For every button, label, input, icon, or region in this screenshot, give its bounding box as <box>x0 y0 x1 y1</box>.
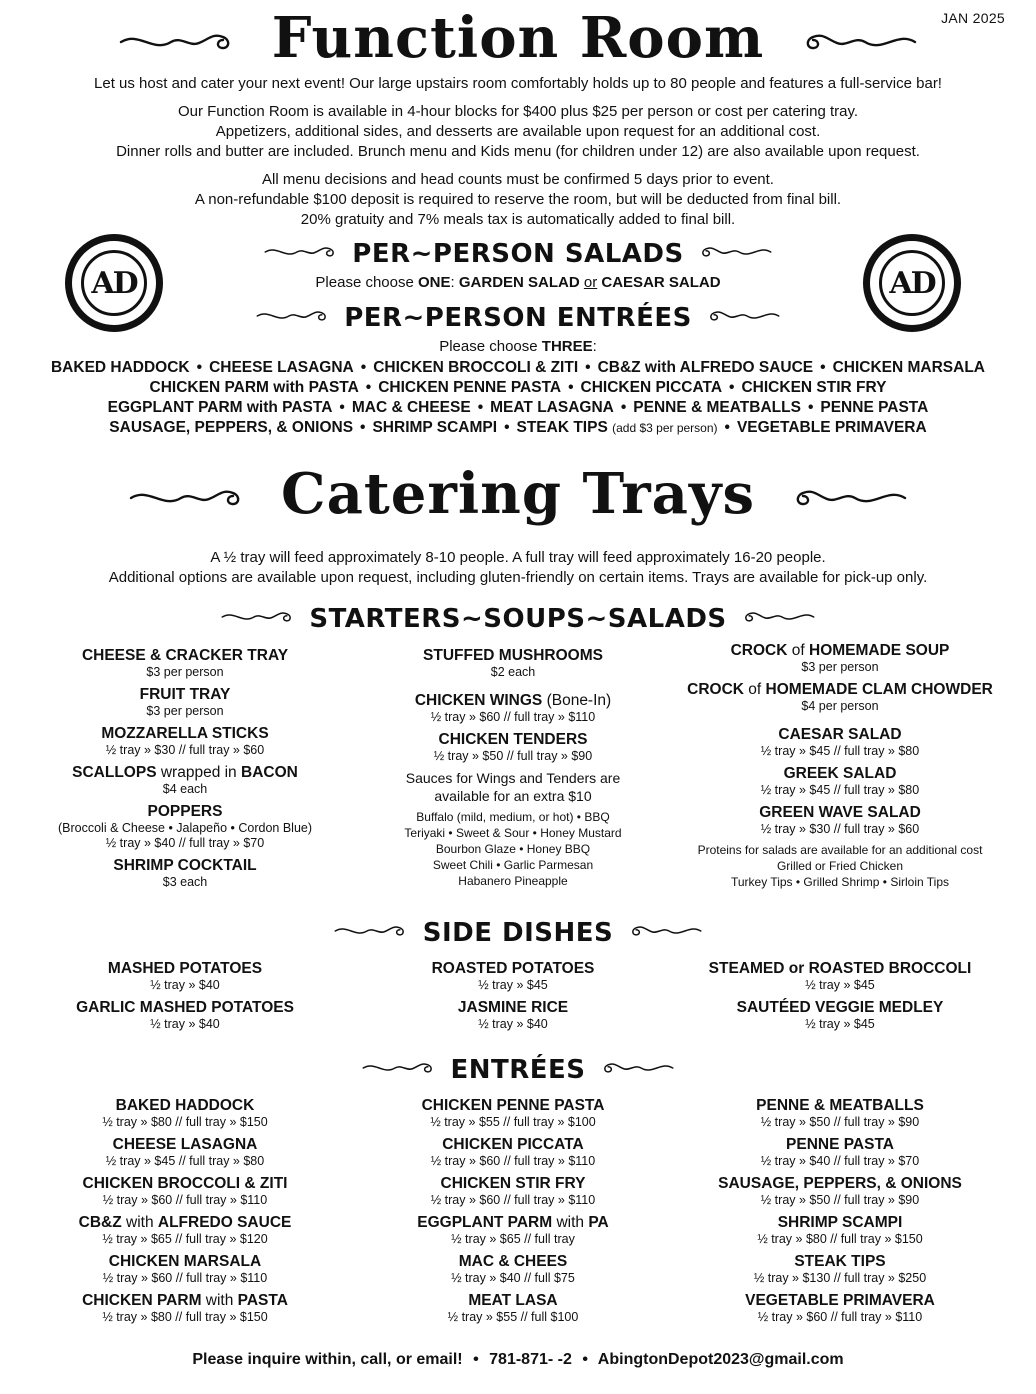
item-price: ½ tray » $40 <box>150 1017 220 1031</box>
menu-item <box>680 680 1000 714</box>
intro-line: Let us host and cater your next event! Our large upstairs room comfortably holds up to 80 people and features a full-service bar! <box>94 75 942 92</box>
intro-line: Our Function Room is available in 4-hour blocks for $400 plus $25 per person or cost per catering tray. <box>177 103 859 120</box>
item-name: VEGETABLE PRIMAVERA <box>745 1292 935 1309</box>
salads-heading-text: PER~PERSON SALADS <box>352 239 684 269</box>
item-name: CHICKEN WINGS (Bone-In) <box>414 692 612 709</box>
item-name: GARLIC MASHED POTATOES <box>76 999 294 1016</box>
bullet-separator: • <box>504 419 510 436</box>
item-name: STUFFED MUSHROOMS <box>423 647 603 664</box>
salad-option: CAESAR SALAD <box>601 274 721 291</box>
intro-line: All menu decisions and head counts must be confirmed 5 days prior to event. <box>262 171 774 188</box>
item-price: $3 per person <box>801 660 879 674</box>
item-name: PENNE & MEATBALLS <box>756 1097 924 1114</box>
date-label: JAN 2025 <box>941 10 1005 26</box>
item-name: CROCK of HOMEMADE CLAM CHOWDER <box>687 681 993 698</box>
flourish-right-icon <box>787 466 907 522</box>
entree-option: SAUSAGE, PEPPERS, & ONIONS <box>109 419 354 436</box>
footer <box>0 1351 1036 1369</box>
menu-item <box>358 1135 668 1169</box>
bullet-separator: • <box>360 419 366 436</box>
item-price: ½ tray » $80 // full tray » $150 <box>102 1310 268 1324</box>
menu-item <box>680 1135 1000 1169</box>
menu-item <box>680 1252 1000 1286</box>
menu-item <box>30 1252 340 1286</box>
item-name: CB&Z with ALFREDO SAUCE <box>78 1214 292 1231</box>
item-name: ROASTED POTATOES <box>431 960 595 977</box>
catering-line: A ½ tray will feed approximately 8-10 people. A full tray will feed approximately 16-20 people. <box>210 549 826 566</box>
catering-title <box>0 461 1036 528</box>
swirl-right-icon <box>626 921 702 945</box>
starters-col-1 <box>30 646 340 895</box>
entrees-col-2 <box>358 1096 668 1330</box>
menu-item <box>358 646 668 680</box>
bullet-separator: • <box>196 359 203 376</box>
bullet-separator: • <box>585 359 591 376</box>
item-detail: (Broccoli & Cheese • Jalapeño • Cordon Blue) <box>57 821 313 835</box>
entree-option: MEAT LASAGNA <box>490 399 614 416</box>
entree-option: CHICKEN PENNE PASTA <box>378 379 562 396</box>
menu-item <box>680 725 1000 759</box>
item-price: $2 each <box>490 665 536 679</box>
item-price: $3 each <box>162 875 208 889</box>
swirl-left-icon <box>264 242 340 266</box>
item-name: FRUIT TRAY <box>139 686 231 703</box>
item-price: ½ tray » $50 // full tray » $90 <box>760 1115 920 1129</box>
menu-item <box>358 691 668 725</box>
item-name: MOZZARELLA STICKS <box>101 725 269 742</box>
footer-inquire: Please inquire within, call, or email! <box>192 1351 463 1368</box>
entree-option: CHICKEN PARM with PASTA <box>149 379 359 396</box>
entree-option: CHICKEN BROCCOLI & ZITI <box>373 359 579 376</box>
swirl-right-icon <box>696 242 772 266</box>
intro-block-1 <box>0 74 1036 94</box>
item-price: ½ tray » $40 // full $75 <box>451 1271 575 1285</box>
menu-item <box>680 1096 1000 1130</box>
item-price: ½ tray » $80 // full tray » $150 <box>757 1232 923 1246</box>
entree-option: EGGPLANT PARM with PASTA <box>107 399 333 416</box>
flourish-left-icon <box>119 10 239 66</box>
menu-item <box>30 802 340 851</box>
menu-item <box>30 1174 340 1208</box>
entree-option: STEAK TIPS (add $3 per person) <box>516 419 718 436</box>
function-room-title <box>0 5 1036 72</box>
entrees-tray-heading-text: ENTRÉES <box>450 1055 586 1085</box>
item-price: ½ tray » $45 <box>478 978 548 992</box>
menu-item <box>30 724 340 758</box>
menu-item <box>30 856 340 890</box>
starters-col-2 <box>358 646 668 889</box>
item-name: CHEESE LASAGNA <box>112 1136 258 1153</box>
menu-item <box>358 959 668 993</box>
item-name: STEAMED or ROASTED BROCCOLI <box>708 960 972 977</box>
item-price: ½ tray » $65 // full tray <box>451 1232 575 1246</box>
item-name: CHICKEN PARM with PASTA <box>82 1292 288 1309</box>
entrees-choose: Please choose THREE: <box>439 338 597 355</box>
entree-row <box>0 398 1036 418</box>
menu-item <box>30 646 340 680</box>
item-price: ½ tray » $45 // full tray » $80 <box>105 1154 265 1168</box>
bullet-separator: • <box>820 359 826 376</box>
item-name: SCALLOPS wrapped in BACON <box>72 764 298 781</box>
item-name: SAUSAGE, PEPPERS, & ONIONS <box>718 1175 962 1192</box>
item-price: ½ tray » $45 <box>805 978 875 992</box>
item-name: CHICKEN TENDERS <box>438 731 588 748</box>
menu-item <box>680 1291 1000 1325</box>
entree-option: MAC & CHEESE <box>351 399 471 416</box>
menu-item <box>30 1291 340 1325</box>
item-price: ½ tray » $45 <box>805 1017 875 1031</box>
flourish-left-icon <box>129 466 249 522</box>
menu-item <box>30 685 340 719</box>
item-price: ½ tray » $130 // full tray » $250 <box>753 1271 927 1285</box>
sauce-line: Habanero Pineapple <box>458 874 568 888</box>
salad-option: GARDEN SALAD <box>458 274 580 291</box>
sauce-line: Teriyaki • Sweet & Sour • Honey Mustard <box>404 826 622 840</box>
bullet-separator: • <box>477 399 484 416</box>
item-price: ½ tray » $60 // full tray » $110 <box>430 1154 596 1168</box>
item-price: ½ tray » $45 // full tray » $80 <box>760 783 920 797</box>
item-price: ½ tray » $40 // full tray » $70 <box>105 836 265 850</box>
item-name: CHEESE & CRACKER TRAY <box>81 647 289 664</box>
item-name: SHRIMP SCAMPI <box>777 1214 903 1231</box>
item-name: EGGPLANT PARM with PA <box>417 1214 609 1231</box>
proteins-note: Proteins for salads are available for an additional cost <box>697 843 983 857</box>
item-price: ½ tray » $55 // full tray » $100 <box>430 1115 596 1129</box>
entree-option: CHEESE LASAGNA <box>209 359 354 376</box>
item-name: MASHED POTATOES <box>107 960 263 977</box>
swirl-left-icon <box>256 306 332 330</box>
swirl-right-icon <box>739 607 815 631</box>
item-price: ½ tray » $60 // full tray » $110 <box>430 1193 596 1207</box>
sides-heading-text: SIDE DISHES <box>422 918 614 948</box>
logo-monogram: AD <box>81 250 147 316</box>
menu-item <box>30 763 340 797</box>
item-name: CHICKEN BROCCOLI & ZITI <box>82 1175 288 1192</box>
entree-option: BAKED HADDOCK <box>50 359 190 376</box>
menu-item <box>358 730 668 764</box>
sides-col-2 <box>358 959 668 1037</box>
menu-item <box>358 1174 668 1208</box>
item-price: ½ tray » $45 // full tray » $80 <box>760 744 920 758</box>
item-price: ½ tray » $30 // full tray » $60 <box>105 743 265 757</box>
intro-block-2 <box>0 102 1036 162</box>
item-price: ½ tray » $50 // full tray » $90 <box>433 749 593 763</box>
page-title: Function Room <box>271 5 765 72</box>
menu-item <box>680 1213 1000 1247</box>
bullet-separator: • <box>339 399 345 416</box>
item-name: STEAK TIPS <box>794 1253 886 1270</box>
item-name: CHICKEN MARSALA <box>108 1253 262 1270</box>
menu-item <box>358 1096 668 1130</box>
sides-heading <box>0 920 1036 946</box>
intro-line: Appetizers, additional sides, and desserts are available upon request for an additional cost. <box>215 123 821 140</box>
menu-item <box>358 1252 668 1286</box>
footer-phone[interactable]: 781-871- -2 <box>489 1351 572 1368</box>
swirl-right-icon <box>704 306 780 330</box>
item-name: GREEN WAVE SALAD <box>759 804 921 821</box>
swirl-left-icon <box>221 607 297 631</box>
item-price: ½ tray » $65 // full tray » $120 <box>102 1232 268 1246</box>
starters-col-3 <box>680 641 1000 890</box>
menu-item <box>680 959 1000 993</box>
menu-item <box>358 1291 668 1325</box>
item-price: ½ tray » $30 // full tray » $60 <box>760 822 920 836</box>
salads-heading <box>0 241 1036 267</box>
entree-row <box>0 358 1036 378</box>
item-name: MEAT LASA <box>468 1292 558 1309</box>
choose-count: THREE <box>541 338 593 355</box>
bullet-separator: • <box>360 359 367 376</box>
item-name: POPPERS <box>147 803 223 820</box>
footer-separator: • <box>473 1351 479 1368</box>
item-price: ½ tray » $60 // full tray » $110 <box>102 1271 268 1285</box>
entree-row <box>0 378 1036 398</box>
entree-option: CHICKEN PICCATA <box>580 379 723 396</box>
item-price: $3 per person <box>146 704 224 718</box>
item-price: ½ tray » $40 <box>478 1017 548 1031</box>
item-name: CAESAR SALAD <box>778 726 902 743</box>
salads-choose: Please choose ONE: GARDEN SALAD or CAESAR SALAD <box>315 274 721 291</box>
item-price: $3 per person <box>146 665 224 679</box>
intro-block-3 <box>0 170 1036 230</box>
entrees-col-3 <box>680 1096 1000 1330</box>
item-name: CROCK of HOMEMADE SOUP <box>730 642 950 659</box>
starters-heading <box>0 606 1036 632</box>
sauce-line: Sweet Chili • Garlic Parmesan <box>432 858 594 872</box>
sides-col-3 <box>680 959 1000 1037</box>
entree-option: PENNE & MEATBALLS <box>633 399 801 416</box>
sauces-list <box>358 809 668 889</box>
sauce-line: Bourbon Glaze • Honey BBQ <box>435 842 591 856</box>
bullet-separator: • <box>724 419 730 436</box>
menu-item <box>30 1096 340 1130</box>
protein-line: Grilled or Fried Chicken <box>776 859 904 873</box>
item-name: CHICKEN STIR FRY <box>440 1175 586 1192</box>
menu-item <box>358 998 668 1032</box>
entree-option: PENNE PASTA <box>820 399 929 416</box>
per-person-entree-list <box>0 358 1036 438</box>
intro-line: 20% gratuity and 7% meals tax is automatically added to final bill. <box>300 211 736 228</box>
sides-col-1 <box>30 959 340 1037</box>
menu-item <box>30 959 340 993</box>
item-name: CHICKEN PICCATA <box>442 1136 584 1153</box>
item-price: ½ tray » $40 <box>150 978 220 992</box>
item-price: ½ tray » $40 // full tray » $70 <box>760 1154 920 1168</box>
menu-item <box>680 641 1000 675</box>
item-price: ½ tray » $80 // full tray » $150 <box>102 1115 268 1129</box>
intro-line: A non-refundable $100 deposit is required to reserve the room, but will be deducted from final bill. <box>194 191 842 208</box>
entree-row <box>0 418 1036 438</box>
or-word: or <box>583 274 598 291</box>
item-name: SHRIMP COCKTAIL <box>113 857 257 874</box>
catering-line: Additional options are available upon request, including gluten-friendly on certain items. Trays are available for pick-up only. <box>108 569 928 586</box>
menu-item <box>680 998 1000 1032</box>
choose-count: ONE <box>418 274 451 291</box>
flourish-right-icon <box>797 10 917 66</box>
entree-option: SHRIMP SCAMPI <box>372 419 498 436</box>
logo-monogram: AD <box>879 250 945 316</box>
intro-line: Dinner rolls and butter are included. Brunch menu and Kids menu (for children under 12) are also available upon request. <box>116 143 920 160</box>
entree-option: CHICKEN MARSALA <box>832 359 985 376</box>
item-price: ½ tray » $50 // full tray » $90 <box>760 1193 920 1207</box>
swirl-left-icon <box>334 921 410 945</box>
menu-item <box>680 803 1000 837</box>
item-name: JASMINE RICE <box>457 999 569 1016</box>
item-price: ½ tray » $60 // full tray » $110 <box>430 710 596 724</box>
menu-item <box>30 1135 340 1169</box>
sauces-note-line: available for an extra $10 <box>434 788 592 804</box>
entrees-heading <box>0 305 1036 331</box>
item-name: PENNE PASTA <box>786 1136 894 1153</box>
footer-email[interactable]: AbingtonDepot2023@gmail.com <box>597 1351 844 1368</box>
protein-line: Turkey Tips • Grilled Shrimp • Sirloin Tips <box>730 875 949 889</box>
bullet-separator: • <box>568 379 574 396</box>
bullet-separator: • <box>365 379 372 396</box>
bullet-separator: • <box>620 399 627 416</box>
catering-title-text: Catering Trays <box>281 461 755 528</box>
item-price: $4 each <box>162 782 208 796</box>
item-name: CHICKEN PENNE PASTA <box>421 1097 605 1114</box>
menu-item <box>30 1213 340 1247</box>
sauce-line: Buffalo (mild, medium, or hot) • BBQ <box>416 810 610 824</box>
footer-separator: • <box>582 1351 588 1368</box>
starters-heading-text: STARTERS~SOUPS~SALADS <box>309 604 727 634</box>
sauces-note-line: Sauces for Wings and Tenders are <box>405 770 621 786</box>
swirl-right-icon <box>598 1058 674 1082</box>
entree-option: VEGETABLE PRIMAVERA <box>736 419 927 436</box>
steak-note: (add $3 per person) <box>612 421 718 435</box>
item-name: MAC & CHEES <box>458 1253 568 1270</box>
bullet-separator: • <box>807 399 814 416</box>
item-name: BAKED HADDOCK <box>115 1097 255 1114</box>
entree-option: CB&Z with ALFREDO SAUCE <box>597 359 814 376</box>
menu-item <box>680 1174 1000 1208</box>
bullet-separator: • <box>729 379 735 396</box>
menu-item <box>680 764 1000 798</box>
entree-option: CHICKEN STIR FRY <box>741 379 887 396</box>
item-name: SAUTÉED VEGGIE MEDLEY <box>736 999 944 1016</box>
menu-item <box>358 1213 668 1247</box>
entrees-col-1 <box>30 1096 340 1330</box>
sauces-note <box>358 769 668 805</box>
item-price: ½ tray » $60 // full tray » $110 <box>102 1193 268 1207</box>
item-price: $4 per person <box>801 699 879 713</box>
menu-item <box>30 998 340 1032</box>
item-price: ½ tray » $55 // full $100 <box>447 1310 579 1324</box>
entrees-heading-text: PER~PERSON ENTRÉES <box>344 303 692 333</box>
item-price: ½ tray » $60 // full tray » $110 <box>757 1310 923 1324</box>
entrees-tray-heading <box>0 1057 1036 1083</box>
swirl-left-icon <box>362 1058 438 1082</box>
item-name: GREEK SALAD <box>783 765 897 782</box>
catering-info <box>0 548 1036 588</box>
